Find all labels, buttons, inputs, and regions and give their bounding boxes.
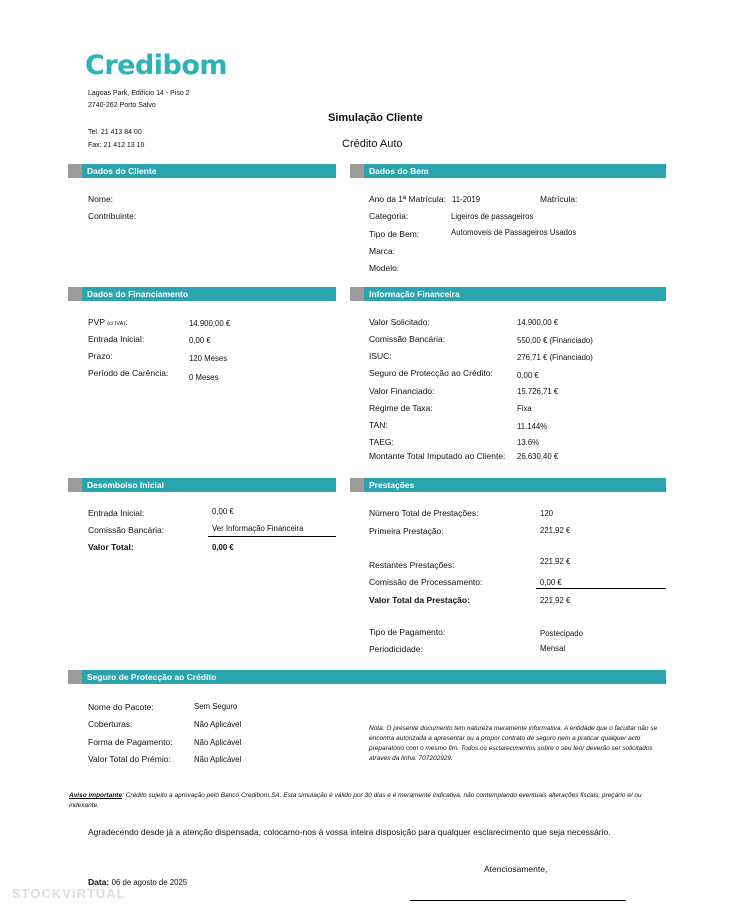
company-tel: Tel. 21 413 84 00 (88, 129, 142, 136)
restantes-prestacoes-label: Restantes Prestações: (369, 560, 455, 570)
info-row-value: Fixa (517, 404, 532, 413)
signature-line (410, 900, 626, 901)
ano-matricula-label: Ano da 1ª Matrícula: (369, 194, 446, 204)
section-dados-cliente: Dados do Cliente (68, 164, 336, 178)
tipo-bem-value: Automoveis de Passageiros Usados (451, 228, 577, 237)
info-row-label: TAN: (369, 420, 388, 430)
montante-value: 26.630,40 € (517, 452, 559, 461)
contribuinte-label: Contribuinte: (88, 211, 137, 221)
desembolso-entrada-value: 0,00 € (212, 507, 234, 516)
agradecimento-text: Agradecendo desde já a atenção dispensada, colocamo-nos à vossa inteira disposição para qualquer esclarecimento que seja necessário. (88, 827, 611, 837)
section-prestacoes: Prestações (350, 478, 666, 492)
forma-pagamento-label: Forma de Pagamento: (88, 737, 173, 747)
forma-pagamento-value: Não Aplicável (194, 738, 242, 747)
info-row-value: 13.6% (517, 438, 540, 447)
tipo-bem-label: Tipo de Bem: (369, 229, 420, 239)
prazo-value: 120 Meses (189, 354, 228, 363)
desembolso-entrada-label: Entrada Inicial: (88, 508, 145, 518)
info-row-label: Comissão Bancária: (369, 334, 446, 344)
section-dados-financiamento: Dados do Financiamento (68, 287, 336, 301)
company-address-line2: 2740-262 Porto Salvo (88, 102, 156, 109)
carencia-label: Período de Carência: (88, 368, 169, 378)
desembolso-comissao-label: Comissão Bancária: (88, 525, 165, 535)
info-row-value: 15.726,71 € (517, 387, 559, 396)
valor-total-prestacao-value: 221,92 € (540, 596, 571, 605)
info-row-value: 276,71 € (Financiado) (517, 353, 593, 362)
entrada-label: Entrada Inicial: (88, 334, 145, 344)
carencia-value: 0 Meses (189, 373, 219, 382)
info-row-label: ISUC: (369, 351, 392, 361)
comissao-processamento-label: Comissão de Processamento: (369, 577, 483, 587)
info-row-label: Seguro de Protecção ao Crédito: (369, 368, 493, 378)
company-fax: Fax: 21 412 13 10 (88, 142, 145, 149)
pvp-label: PVP (c/ IVA): (88, 317, 128, 327)
modelo-label: Modelo: (369, 263, 400, 273)
desembolso-total-label: Valor Total: (88, 542, 134, 552)
matricula-label: Matrícula: (540, 194, 578, 204)
atenciosamente-text: Atenciosamente, (484, 864, 548, 874)
info-row-value: 11.144% (517, 422, 548, 431)
ano-matricula-value: 11-2019 (452, 195, 481, 204)
section-seguro-protecao-credito: Seguro de Protecção ao Crédito (68, 670, 666, 684)
entrada-value: 0,00 € (189, 336, 211, 345)
info-row-value: 0,00 € (517, 371, 539, 380)
coberturas-label: Coberturas: (88, 719, 133, 729)
desembolso-comissao-value: Ver Informação Financeira (212, 524, 304, 533)
credibom-logo: Credibom (85, 50, 228, 81)
prestacoes-divider (536, 588, 666, 589)
section-informacao-financeira: Informação Financeira (350, 287, 666, 301)
aviso-importante: Aviso importante: Crédito sujeito a aprovação pelo Banco Credibom,SA. Esta simulação é válido por 30 dias e é meramente indicativa, não contemplando eventuais alterações fiscais, preçário e/ ou indexante. (69, 792, 642, 809)
tipo-pagamento-value: Postecipado (540, 629, 583, 638)
nome-pacote-label: Nome do Pacote: (88, 702, 154, 712)
page-title: Simulação Cliente (328, 112, 423, 124)
pvp-value: 14.900,00 € (189, 319, 231, 328)
categoria-value: Ligeiros de passageiros (451, 212, 534, 221)
prazo-label: Prazo: (88, 351, 113, 361)
page-subtitle: Crédito Auto (342, 138, 403, 150)
seguro-nota: Nota: O presente documento tem natureza meramente informativa. A entidade que o facultar não se encontra autorizada a apresentar ou a propor contrato de seguro nem a praticar qualquer acto preparatório com o mesmo fim. Todos os esclarecimentos sobre o seu teor deverão ser solicitados através da linha: 707202929. (369, 725, 658, 762)
comissao-processamento-value: 0,00 € (540, 578, 562, 587)
marca-label: Marca: (369, 246, 395, 256)
info-row-label: Regime de Taxa: (369, 403, 433, 413)
section-desembolso-inicial: Desembolso Inicial (68, 478, 336, 492)
desembolso-divider (208, 536, 336, 537)
watermark: STOCKVIRTUAL (12, 886, 126, 901)
info-row-label: TAEG: (369, 437, 394, 447)
info-row-value: 550,00 € (Financiado) (517, 336, 593, 345)
numero-prestacoes-label: Número Total de Prestações: (369, 508, 479, 518)
restantes-prestacoes-value: 221,92 € (540, 557, 571, 566)
section-dados-bem: Dados do Bem (350, 164, 666, 178)
data-line: Data: 06 de agosto de 2025 (88, 877, 188, 887)
info-row-label: Valor Solicitado: (369, 317, 430, 327)
numero-prestacoes-value: 120 (540, 509, 554, 518)
info-row-label: Valor Financiado: (369, 386, 435, 396)
company-address-line1: Lagoas Park, Edifício 14 - Piso 2 (88, 90, 190, 97)
valor-premio-label: Valor Total do Prémio: (88, 754, 171, 764)
nome-label: Nome: (88, 194, 114, 204)
info-row-value: 14.900,00 € (517, 318, 559, 327)
montante-label: Montante Total Imputado ao Cliente: (369, 451, 506, 461)
tipo-pagamento-label: Tipo de Pagamento: (369, 627, 446, 637)
coberturas-value: Não Aplicável (194, 720, 242, 729)
periodicidade-value: Mensal (540, 644, 566, 653)
desembolso-total-value: 0,00 € (212, 543, 234, 552)
primeira-prestacao-value: 221,92 € (540, 526, 571, 535)
valor-total-prestacao-label: Valor Total da Prestação: (369, 595, 470, 605)
nome-pacote-value: Sem Seguro (194, 702, 238, 711)
periodicidade-label: Periodicidade: (369, 644, 423, 654)
valor-premio-value: Não Aplicável (194, 755, 242, 764)
categoria-label: Categoria: (369, 211, 409, 221)
primeira-prestacao-label: Primeira Prestação: (369, 526, 444, 536)
